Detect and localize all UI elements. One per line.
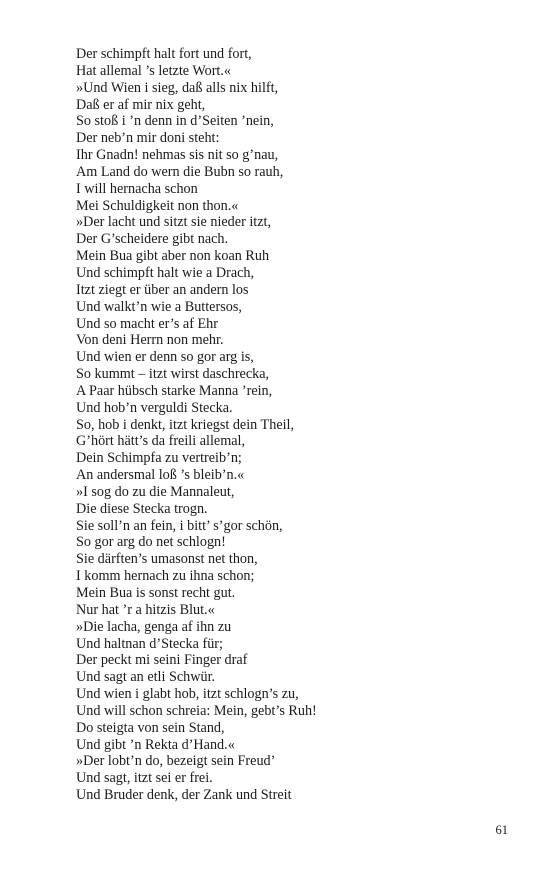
poem-line: So, hob i denkt, itzt kriegst dein Theil, bbox=[76, 416, 295, 433]
poem-line: Hat allemal ’s letzte Wort.« bbox=[76, 62, 232, 79]
poem-line: Und so macht er’s af Ehr bbox=[76, 315, 218, 332]
poem-line: Und will schon schreia: Mein, gebt’s Ruh! bbox=[76, 702, 317, 719]
poem-line: Am Land do wern die Bubn so rauh, bbox=[76, 163, 284, 180]
poem-line: »Die lacha, genga af ihn zu bbox=[76, 618, 232, 635]
poem-line: Sie soll’n an fein, i bitt’ s’gor schön, bbox=[76, 517, 283, 534]
poem-line: So kummt – itzt wirst daschrecka, bbox=[76, 366, 270, 383]
poem-line: Und wien er denn so gor arg is, bbox=[76, 349, 254, 366]
poem-line: Und haltnan d’Stecka für; bbox=[76, 635, 223, 652]
poem-line: Und wien i glabt hob, itzt schlogn’s zu, bbox=[76, 686, 299, 703]
poem-line: Und hob’n verguldi Stecka. bbox=[76, 399, 233, 416]
poem-line: Dein Schimpfa zu vertreib’n; bbox=[76, 450, 242, 467]
poem-line: Und sagt, itzt sei er frei. bbox=[76, 770, 213, 787]
poem-line: Sie därften’s umasonst net thon, bbox=[76, 551, 258, 568]
poem-line: Daß er af mir nix geht, bbox=[76, 96, 206, 113]
poem-line: Itzt ziegt er über an andern los bbox=[76, 281, 249, 298]
poem-line: I will hernacha schon bbox=[76, 180, 198, 197]
poem-line: Ihr Gnadn! nehmas sis nit so g’nau, bbox=[76, 147, 279, 164]
poem-line: I komm hernach zu ihna schon; bbox=[76, 568, 255, 585]
poem-line: So gor arg do net schlogn! bbox=[76, 534, 226, 551]
poem-line: Und Bruder denk, der Zank und Streit bbox=[76, 787, 292, 804]
poem-line: Und gibt ’n Rekta d’Hand.« bbox=[76, 736, 235, 753]
poem-line: Die diese Stecka trogn. bbox=[76, 500, 208, 517]
poem-line: Und walkt’n wie a Buttersos, bbox=[76, 298, 242, 315]
poem-line: An andersmal loß ’s bleib’n.« bbox=[76, 467, 245, 484]
poem-line: Der peckt mi seini Finger draf bbox=[76, 652, 248, 669]
poem-line: Und sagt an etli Schwür. bbox=[76, 669, 216, 686]
poem-text-block bbox=[76, 46, 516, 804]
poem-line: »I sog do zu die Mannaleut, bbox=[76, 483, 235, 500]
poem-line: G’hört hätt’s da freili allemal, bbox=[76, 433, 246, 450]
poem-line: »Der lobt’n do, bezeigt sein Freud’ bbox=[76, 753, 276, 770]
poem-line: Nur hat ’r a hitzis Blut.« bbox=[76, 601, 215, 618]
poem-line: Und schimpft halt wie a Drach, bbox=[76, 264, 255, 281]
poem-line: Der schimpft halt fort und fort, bbox=[76, 46, 252, 62]
poem-line: Von deni Herrn non mehr. bbox=[76, 332, 224, 349]
poem-line: A Paar hübsch starke Manna ’rein, bbox=[76, 382, 273, 399]
poem-line: »Und Wien i sieg, daß alls nix hilft, bbox=[76, 79, 279, 96]
poem-line: Der neb’n mir doni steht: bbox=[76, 130, 220, 147]
poem-line: Do steigta von sein Stand, bbox=[76, 719, 225, 736]
poem-line: Mei Schuldigkeit non thon.« bbox=[76, 197, 239, 214]
poem-line: Mein Bua gibt aber non koan Ruh bbox=[76, 248, 270, 265]
poem-line: Der G’scheidere gibt nach. bbox=[76, 231, 229, 248]
poem-line: Mein Bua is sonst recht gut. bbox=[76, 585, 236, 601]
poem-line: »Der lacht und sitzt sie nieder itzt, bbox=[76, 214, 272, 231]
page-number: 61 bbox=[495, 823, 508, 837]
poem-line: So stoß i ’n denn in d’Seiten ’nein, bbox=[76, 113, 274, 130]
